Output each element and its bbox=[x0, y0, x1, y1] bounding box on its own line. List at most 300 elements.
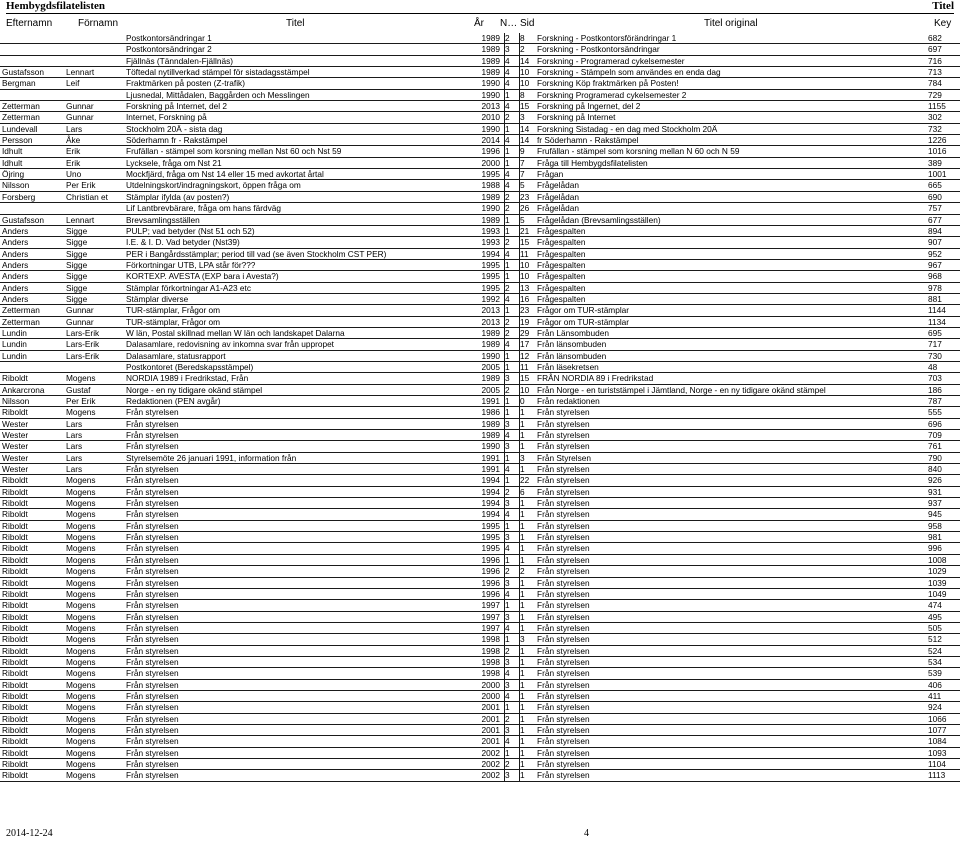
cell-efternamn: Gustafsson bbox=[2, 67, 44, 78]
cell-titel-original: Från styrelsen bbox=[537, 679, 590, 690]
cell-nummer: 4 bbox=[504, 135, 518, 146]
cell-nummer: 1 bbox=[504, 146, 518, 157]
cell-sid: 1 bbox=[519, 600, 536, 611]
cell-sid: 2 bbox=[519, 566, 536, 577]
cell-sid: 1 bbox=[519, 543, 536, 554]
cell-titel-original: Från styrelsen bbox=[537, 656, 590, 667]
table-row bbox=[0, 441, 960, 452]
cell-titel-original: Frågelådan bbox=[537, 180, 579, 191]
cell-titel-original: Forskning - Postkontorsförändringar 1 bbox=[537, 33, 677, 43]
cell-titel-original: FRÅN NORDIA 89 i Fredrikstad bbox=[537, 373, 654, 384]
cell-titel-original: Forskning - Postkontorsändringar bbox=[537, 44, 660, 55]
cell-efternamn bbox=[2, 90, 64, 101]
cell-efternamn: Riboldt bbox=[2, 668, 28, 679]
cell-titel: Från styrelsen bbox=[126, 713, 179, 724]
table-row bbox=[0, 112, 960, 123]
cell-sid: 1 bbox=[519, 498, 536, 509]
cell-key: 732 bbox=[928, 123, 942, 134]
cell-efternamn: Zetterman bbox=[2, 101, 40, 112]
cell-efternamn: Zetterman bbox=[2, 316, 40, 327]
table-row bbox=[0, 453, 960, 464]
cell-key: 495 bbox=[928, 611, 942, 622]
cell-key: 389 bbox=[928, 157, 942, 168]
table-row bbox=[0, 180, 960, 191]
cell-nummer: 3 bbox=[504, 532, 518, 543]
cell-titel: Från styrelsen bbox=[126, 702, 179, 713]
cell-nummer: 1 bbox=[504, 226, 518, 237]
cell-fornamn: Erik bbox=[66, 146, 81, 157]
cell-nummer: 4 bbox=[504, 543, 518, 554]
cell-fornamn: Gunnar bbox=[66, 316, 94, 327]
cell-key: 1226 bbox=[928, 135, 947, 146]
cell-titel-original: Frågespalten bbox=[537, 225, 586, 236]
cell-titel: Från styrelsen bbox=[126, 498, 179, 509]
cell-titel: Från styrelsen bbox=[126, 475, 179, 486]
cell-nummer: 1 bbox=[504, 634, 518, 645]
table-row bbox=[0, 634, 960, 645]
cell-nummer: 1 bbox=[504, 748, 518, 759]
cell-key: 696 bbox=[928, 418, 942, 429]
cell-efternamn: Wester bbox=[2, 452, 29, 463]
cell-ar: 1994 bbox=[481, 498, 500, 509]
cell-nummer: 1 bbox=[504, 305, 518, 316]
cell-key: 1016 bbox=[928, 146, 947, 157]
cell-ar: 1993 bbox=[481, 225, 500, 236]
cell-efternamn: Anders bbox=[2, 237, 29, 248]
table-row bbox=[0, 702, 960, 713]
col-sid: Sid bbox=[520, 18, 535, 29]
cell-sid: 7 bbox=[519, 169, 536, 180]
cell-ar: 1995 bbox=[481, 282, 500, 293]
table-row bbox=[0, 56, 960, 67]
cell-titel: Postkontorsändringar 2 bbox=[126, 44, 212, 55]
cell-nummer: 2 bbox=[504, 714, 518, 725]
cell-titel: Utdelningskort/indragningskort, öppen fråga om bbox=[126, 180, 301, 191]
cell-titel: Från styrelsen bbox=[126, 543, 179, 554]
cell-ar: 2000 bbox=[481, 690, 500, 701]
cell-efternamn: Riboldt bbox=[2, 747, 28, 758]
cell-titel: Från styrelsen bbox=[126, 464, 179, 475]
cell-sid: 8 bbox=[519, 90, 536, 101]
col-key: Key bbox=[934, 18, 952, 29]
cell-sid: 1 bbox=[519, 657, 536, 668]
cell-nummer: 1 bbox=[504, 453, 518, 464]
cell-titel-original: Forskning - Stämpeln som användes en enda dag bbox=[537, 67, 721, 78]
table-row bbox=[0, 396, 960, 407]
cell-titel: Från styrelsen bbox=[126, 588, 179, 599]
cell-ar: 1989 bbox=[481, 67, 500, 78]
table-row bbox=[0, 691, 960, 702]
cell-ar: 1994 bbox=[481, 475, 500, 486]
cell-nummer: 1 bbox=[504, 158, 518, 169]
cell-titel-original: Frågespalten bbox=[537, 293, 586, 304]
cell-nummer: 2 bbox=[504, 283, 518, 294]
cell-sid: 6 bbox=[519, 487, 536, 498]
cell-fornamn: Sigge bbox=[66, 282, 88, 293]
cell-nummer: 1 bbox=[504, 600, 518, 611]
cell-nummer: 1 bbox=[504, 260, 518, 271]
cell-ar: 1995 bbox=[481, 543, 500, 554]
cell-key: 406 bbox=[928, 679, 942, 690]
footer-date: 2014-12-24 bbox=[6, 828, 53, 839]
table-row bbox=[0, 351, 960, 362]
cell-titel-original: Från styrelsen bbox=[537, 475, 590, 486]
cell-efternamn: Riboldt bbox=[2, 679, 28, 690]
cell-nummer: 4 bbox=[504, 56, 518, 67]
cell-sid: 1 bbox=[519, 555, 536, 566]
cell-sid: 16 bbox=[519, 294, 536, 305]
cell-fornamn: Mogens bbox=[66, 679, 96, 690]
cell-sid: 26 bbox=[519, 203, 536, 214]
table-row bbox=[0, 407, 960, 418]
cell-key: 524 bbox=[928, 645, 942, 656]
cell-nummer: 4 bbox=[504, 249, 518, 260]
cell-fornamn: Mogens bbox=[66, 373, 96, 384]
cell-titel-original: Från styrelsen bbox=[537, 543, 590, 554]
cell-titel: Från styrelsen bbox=[126, 520, 179, 531]
cell-sid: 14 bbox=[519, 135, 536, 146]
cell-fornamn: Sigge bbox=[66, 225, 88, 236]
cell-titel: Från styrelsen bbox=[126, 759, 179, 769]
cell-titel-original: Forskning Programerad cykelsemester 2 bbox=[537, 89, 687, 100]
table-row bbox=[0, 294, 960, 305]
cell-nummer: 4 bbox=[504, 691, 518, 702]
cell-nummer: 2 bbox=[504, 646, 518, 657]
cell-key: 1001 bbox=[928, 169, 947, 180]
cell-fornamn: Erik bbox=[66, 157, 81, 168]
cell-key: 924 bbox=[928, 702, 942, 713]
cell-ar: 2010 bbox=[481, 112, 500, 123]
cell-titel: Postkontorsändringar 1 bbox=[126, 33, 212, 43]
cell-sid: 14 bbox=[519, 56, 536, 67]
cell-ar: 1989 bbox=[481, 55, 500, 66]
cell-titel: PULP; vad betyder (Nst 51 och 52) bbox=[126, 225, 255, 236]
cell-key: 505 bbox=[928, 622, 942, 633]
cell-ar: 1989 bbox=[481, 327, 500, 338]
cell-nummer: 2 bbox=[504, 237, 518, 248]
cell-efternamn: Riboldt bbox=[2, 566, 28, 577]
cell-titel-original: Forskning Sistadag - en dag med Stockholm 20Ä bbox=[537, 123, 718, 134]
table-row bbox=[0, 328, 960, 339]
table-row bbox=[0, 498, 960, 509]
cell-titel-original: Från styrelsen bbox=[537, 690, 590, 701]
cell-titel: Från styrelsen bbox=[126, 407, 179, 418]
table-row bbox=[0, 532, 960, 543]
cell-nummer: 2 bbox=[504, 487, 518, 498]
cell-key: 1049 bbox=[928, 588, 947, 599]
cell-titel-original: Fråga till Hembygdsfilatelisten bbox=[537, 157, 648, 168]
cell-ar: 2014 bbox=[481, 135, 500, 146]
cell-fornamn: Mogens bbox=[66, 486, 96, 497]
table-row bbox=[0, 362, 960, 373]
cell-nummer: 3 bbox=[504, 498, 518, 509]
cell-nummer: 1 bbox=[504, 90, 518, 101]
cell-ar: 1990 bbox=[481, 441, 500, 452]
cell-efternamn: Riboldt bbox=[2, 407, 28, 418]
cell-titel: Stämplar ifylda (av posten?) bbox=[126, 191, 230, 202]
cell-key: 931 bbox=[928, 486, 942, 497]
cell-efternamn: Nilsson bbox=[2, 396, 30, 406]
cell-fornamn bbox=[66, 362, 124, 373]
cell-ar: 1998 bbox=[481, 645, 500, 656]
cell-sid: 10 bbox=[519, 67, 536, 78]
cell-key: 302 bbox=[928, 112, 942, 123]
cell-titel-original: Från styrelsen bbox=[537, 645, 590, 656]
cell-nummer: 4 bbox=[504, 78, 518, 89]
cell-titel: Dalasamlare, statusrapport bbox=[126, 350, 226, 361]
cell-titel: Norge - en ny tidigare okänd stämpel bbox=[126, 384, 263, 395]
cell-efternamn: Riboldt bbox=[2, 724, 28, 735]
cell-sid: 1 bbox=[519, 714, 536, 725]
cell-efternamn: Riboldt bbox=[2, 634, 28, 645]
cell-sid: 13 bbox=[519, 283, 536, 294]
cell-titel: Från styrelsen bbox=[126, 486, 179, 497]
cell-titel: Från styrelsen bbox=[126, 656, 179, 667]
cell-sid: 3 bbox=[519, 453, 536, 464]
cell-nummer: 4 bbox=[504, 623, 518, 634]
table-row bbox=[0, 90, 960, 101]
cell-nummer: 4 bbox=[504, 589, 518, 600]
cell-efternamn: Riboldt bbox=[2, 690, 28, 701]
cell-efternamn: Riboldt bbox=[2, 736, 28, 747]
cell-nummer: 3 bbox=[504, 657, 518, 668]
cell-fornamn: Mogens bbox=[66, 736, 96, 747]
cell-titel: Från styrelsen bbox=[126, 668, 179, 679]
cell-fornamn: Mogens bbox=[66, 566, 96, 577]
cell-titel: Från styrelsen bbox=[126, 441, 179, 452]
cell-key: 677 bbox=[928, 214, 942, 225]
cell-nummer: 3 bbox=[504, 725, 518, 736]
cell-ar: 1988 bbox=[481, 180, 500, 191]
cell-efternamn: Zetterman bbox=[2, 112, 40, 123]
cell-titel: Från styrelsen bbox=[126, 509, 179, 520]
cell-titel-original: Från styrelsen bbox=[537, 702, 590, 713]
table-row bbox=[0, 714, 960, 725]
cell-ar: 1996 bbox=[481, 577, 500, 588]
cell-key: 761 bbox=[928, 441, 942, 452]
cell-key: 512 bbox=[928, 634, 942, 645]
cell-key: 981 bbox=[928, 532, 942, 543]
cell-titel: Från styrelsen bbox=[126, 724, 179, 735]
cell-titel: Fraktmärken på posten (Z-trafik) bbox=[126, 78, 245, 89]
cell-titel: Från styrelsen bbox=[126, 430, 179, 441]
table-row bbox=[0, 146, 960, 157]
cell-titel: Töftedal nytillverkad stämpel för sistadagsstämpel bbox=[126, 67, 310, 78]
table-row bbox=[0, 203, 960, 214]
cell-efternamn: Riboldt bbox=[2, 588, 28, 599]
cell-sid: 21 bbox=[519, 226, 536, 237]
cell-sid: 19 bbox=[519, 317, 536, 328]
cell-fornamn: Gunnar bbox=[66, 305, 94, 316]
cell-sid: 2 bbox=[519, 44, 536, 55]
cell-titel: TUR-stämplar, Frågor om bbox=[126, 305, 221, 316]
cell-sid: 1 bbox=[519, 759, 536, 770]
cell-key: 1093 bbox=[928, 747, 947, 758]
cell-fornamn bbox=[66, 203, 124, 214]
cell-ar: 1989 bbox=[481, 373, 500, 384]
cell-key: 555 bbox=[928, 407, 942, 418]
cell-titel-original: Frågespalten bbox=[537, 271, 586, 282]
cell-fornamn: Lars bbox=[66, 441, 83, 452]
cell-key: 958 bbox=[928, 520, 942, 531]
cell-ar: 1989 bbox=[481, 191, 500, 202]
cell-fornamn: Mogens bbox=[66, 498, 96, 509]
cell-fornamn bbox=[66, 90, 124, 101]
table-row bbox=[0, 67, 960, 78]
cell-titel-original: Från länsombuden bbox=[537, 339, 607, 350]
cell-key: 682 bbox=[928, 33, 942, 43]
cell-key: 968 bbox=[928, 271, 942, 282]
table-row bbox=[0, 260, 960, 271]
cell-nummer: 4 bbox=[504, 736, 518, 747]
cell-ar: 2001 bbox=[481, 713, 500, 724]
cell-fornamn: Mogens bbox=[66, 634, 96, 645]
cell-sid: 1 bbox=[519, 578, 536, 589]
table-row bbox=[0, 770, 960, 781]
cell-key: 978 bbox=[928, 282, 942, 293]
cell-titel: Från styrelsen bbox=[126, 634, 179, 645]
cell-titel-original: Från Norge - en turiststämpel i Jämtland, Norge - en ny tidigare okänd stämpel bbox=[537, 384, 826, 395]
cell-key: 665 bbox=[928, 180, 942, 191]
cell-fornamn: Lars-Erik bbox=[66, 350, 100, 361]
cell-fornamn: Lars-Erik bbox=[66, 327, 100, 338]
cell-key: 937 bbox=[928, 498, 942, 509]
cell-ar: 2005 bbox=[481, 361, 500, 372]
cell-efternamn: Riboldt bbox=[2, 770, 28, 781]
cell-efternamn: Anders bbox=[2, 293, 29, 304]
cell-titel: Dalasamlare, redovisning av inkomna svar från uppropet bbox=[126, 339, 334, 350]
cell-sid: 23 bbox=[519, 305, 536, 316]
cell-ar: 2002 bbox=[481, 770, 500, 781]
cell-efternamn: Persson bbox=[2, 135, 33, 146]
cell-ar: 1989 bbox=[481, 430, 500, 441]
cell-efternamn: Ankarcrona bbox=[2, 384, 45, 395]
cell-ar: 2001 bbox=[481, 724, 500, 735]
cell-titel-original: Från styrelsen bbox=[537, 566, 590, 577]
col-ar: År bbox=[474, 18, 484, 29]
cell-ar: 1996 bbox=[481, 554, 500, 565]
table-row bbox=[0, 169, 960, 180]
cell-key: 48 bbox=[928, 361, 938, 372]
cell-titel: Från styrelsen bbox=[126, 577, 179, 588]
table-row bbox=[0, 192, 960, 203]
cell-sid: 1 bbox=[519, 430, 536, 441]
table-row bbox=[0, 249, 960, 260]
cell-efternamn: Riboldt bbox=[2, 554, 28, 565]
cell-sid: 15 bbox=[519, 373, 536, 384]
cell-nummer: 4 bbox=[504, 509, 518, 520]
cell-efternamn: Riboldt bbox=[2, 532, 28, 543]
cell-key: 716 bbox=[928, 55, 942, 66]
cell-titel-original: Från styrelsen bbox=[537, 747, 590, 758]
cell-efternamn: Wester bbox=[2, 441, 29, 452]
cell-titel-original: Frågespalten bbox=[537, 248, 586, 259]
cell-titel-original: Från styrelsen bbox=[537, 668, 590, 679]
cell-key: 717 bbox=[928, 339, 942, 350]
cell-efternamn: Riboldt bbox=[2, 509, 28, 520]
table-row bbox=[0, 419, 960, 430]
cell-efternamn: Gustafsson bbox=[2, 214, 44, 225]
cell-efternamn bbox=[2, 44, 64, 55]
table-row bbox=[0, 101, 960, 112]
report-sort-title: Titel bbox=[932, 0, 954, 12]
table-row bbox=[0, 385, 960, 396]
cell-titel-original: Frågan bbox=[537, 169, 564, 180]
cell-titel-original: Från redaktionen bbox=[537, 396, 600, 406]
table-row bbox=[0, 668, 960, 679]
cell-ar: 1995 bbox=[481, 520, 500, 531]
cell-sid: 10 bbox=[519, 271, 536, 282]
data-table bbox=[0, 33, 960, 782]
table-row bbox=[0, 521, 960, 532]
cell-sid: 3 bbox=[519, 112, 536, 123]
cell-sid: 10 bbox=[519, 260, 536, 271]
table-row bbox=[0, 578, 960, 589]
table-row bbox=[0, 509, 960, 520]
cell-ar: 2001 bbox=[481, 702, 500, 713]
cell-sid: 1 bbox=[519, 770, 536, 781]
cell-fornamn: Per Erik bbox=[66, 396, 96, 406]
cell-titel-original: Frågespalten bbox=[537, 237, 586, 248]
cell-efternamn: Riboldt bbox=[2, 486, 28, 497]
cell-sid: 29 bbox=[519, 328, 536, 339]
cell-efternamn: Lundin bbox=[2, 350, 27, 361]
cell-ar: 1989 bbox=[481, 339, 500, 350]
cell-ar: 1996 bbox=[481, 146, 500, 157]
cell-nummer: 1 bbox=[504, 124, 518, 135]
cell-nummer: 2 bbox=[504, 328, 518, 339]
cell-ar: 2013 bbox=[481, 305, 500, 316]
cell-efternamn: Forsberg bbox=[2, 191, 36, 202]
cell-key: 713 bbox=[928, 67, 942, 78]
cell-nummer: 2 bbox=[504, 759, 518, 770]
col-nummer: N… bbox=[500, 18, 518, 29]
cell-key: 1134 bbox=[928, 316, 946, 327]
cell-titel-original: Frågor om TUR-stämplar bbox=[537, 305, 630, 316]
cell-ar: 1990 bbox=[481, 89, 500, 100]
cell-titel: PER i Bangårdsstämplar; period till vad (se även Stockholm CST PER) bbox=[126, 248, 387, 259]
cell-ar: 1986 bbox=[481, 407, 500, 418]
table-row bbox=[0, 748, 960, 759]
cell-titel: Lycksele, fråga om Nst 21 bbox=[126, 157, 222, 168]
document-title: Hembygdsfilatelisten bbox=[6, 0, 105, 12]
cell-key: 730 bbox=[928, 350, 942, 361]
cell-titel: Stockholm 20Ä - sista dag bbox=[126, 123, 223, 134]
cell-fornamn: Mogens bbox=[66, 702, 96, 713]
cell-key: 787 bbox=[928, 396, 942, 406]
cell-titel-original: Från styrelsen bbox=[537, 430, 590, 441]
cell-key: 945 bbox=[928, 509, 942, 520]
cell-efternamn: Riboldt bbox=[2, 656, 28, 667]
cell-key: 1155 bbox=[928, 101, 946, 112]
cell-ar: 1990 bbox=[481, 78, 500, 89]
cell-efternamn: Lundin bbox=[2, 339, 27, 350]
cell-sid: 1 bbox=[519, 623, 536, 634]
cell-efternamn: Wester bbox=[2, 430, 29, 441]
cell-sid: 1 bbox=[519, 464, 536, 475]
cell-fornamn: Lars bbox=[66, 452, 83, 463]
col-titel: Titel bbox=[286, 18, 305, 29]
cell-efternamn: Riboldt bbox=[2, 622, 28, 633]
cell-sid: 1 bbox=[519, 725, 536, 736]
cell-efternamn: Riboldt bbox=[2, 373, 28, 384]
cell-fornamn: Mogens bbox=[66, 622, 96, 633]
cell-titel: Från styrelsen bbox=[126, 770, 179, 781]
cell-nummer: 1 bbox=[504, 271, 518, 282]
table-row bbox=[0, 657, 960, 668]
cell-ar: 1991 bbox=[481, 464, 500, 475]
cell-titel-original: Frufällan - stämpel som korsning mellan N 60 och N 59 bbox=[537, 146, 740, 157]
